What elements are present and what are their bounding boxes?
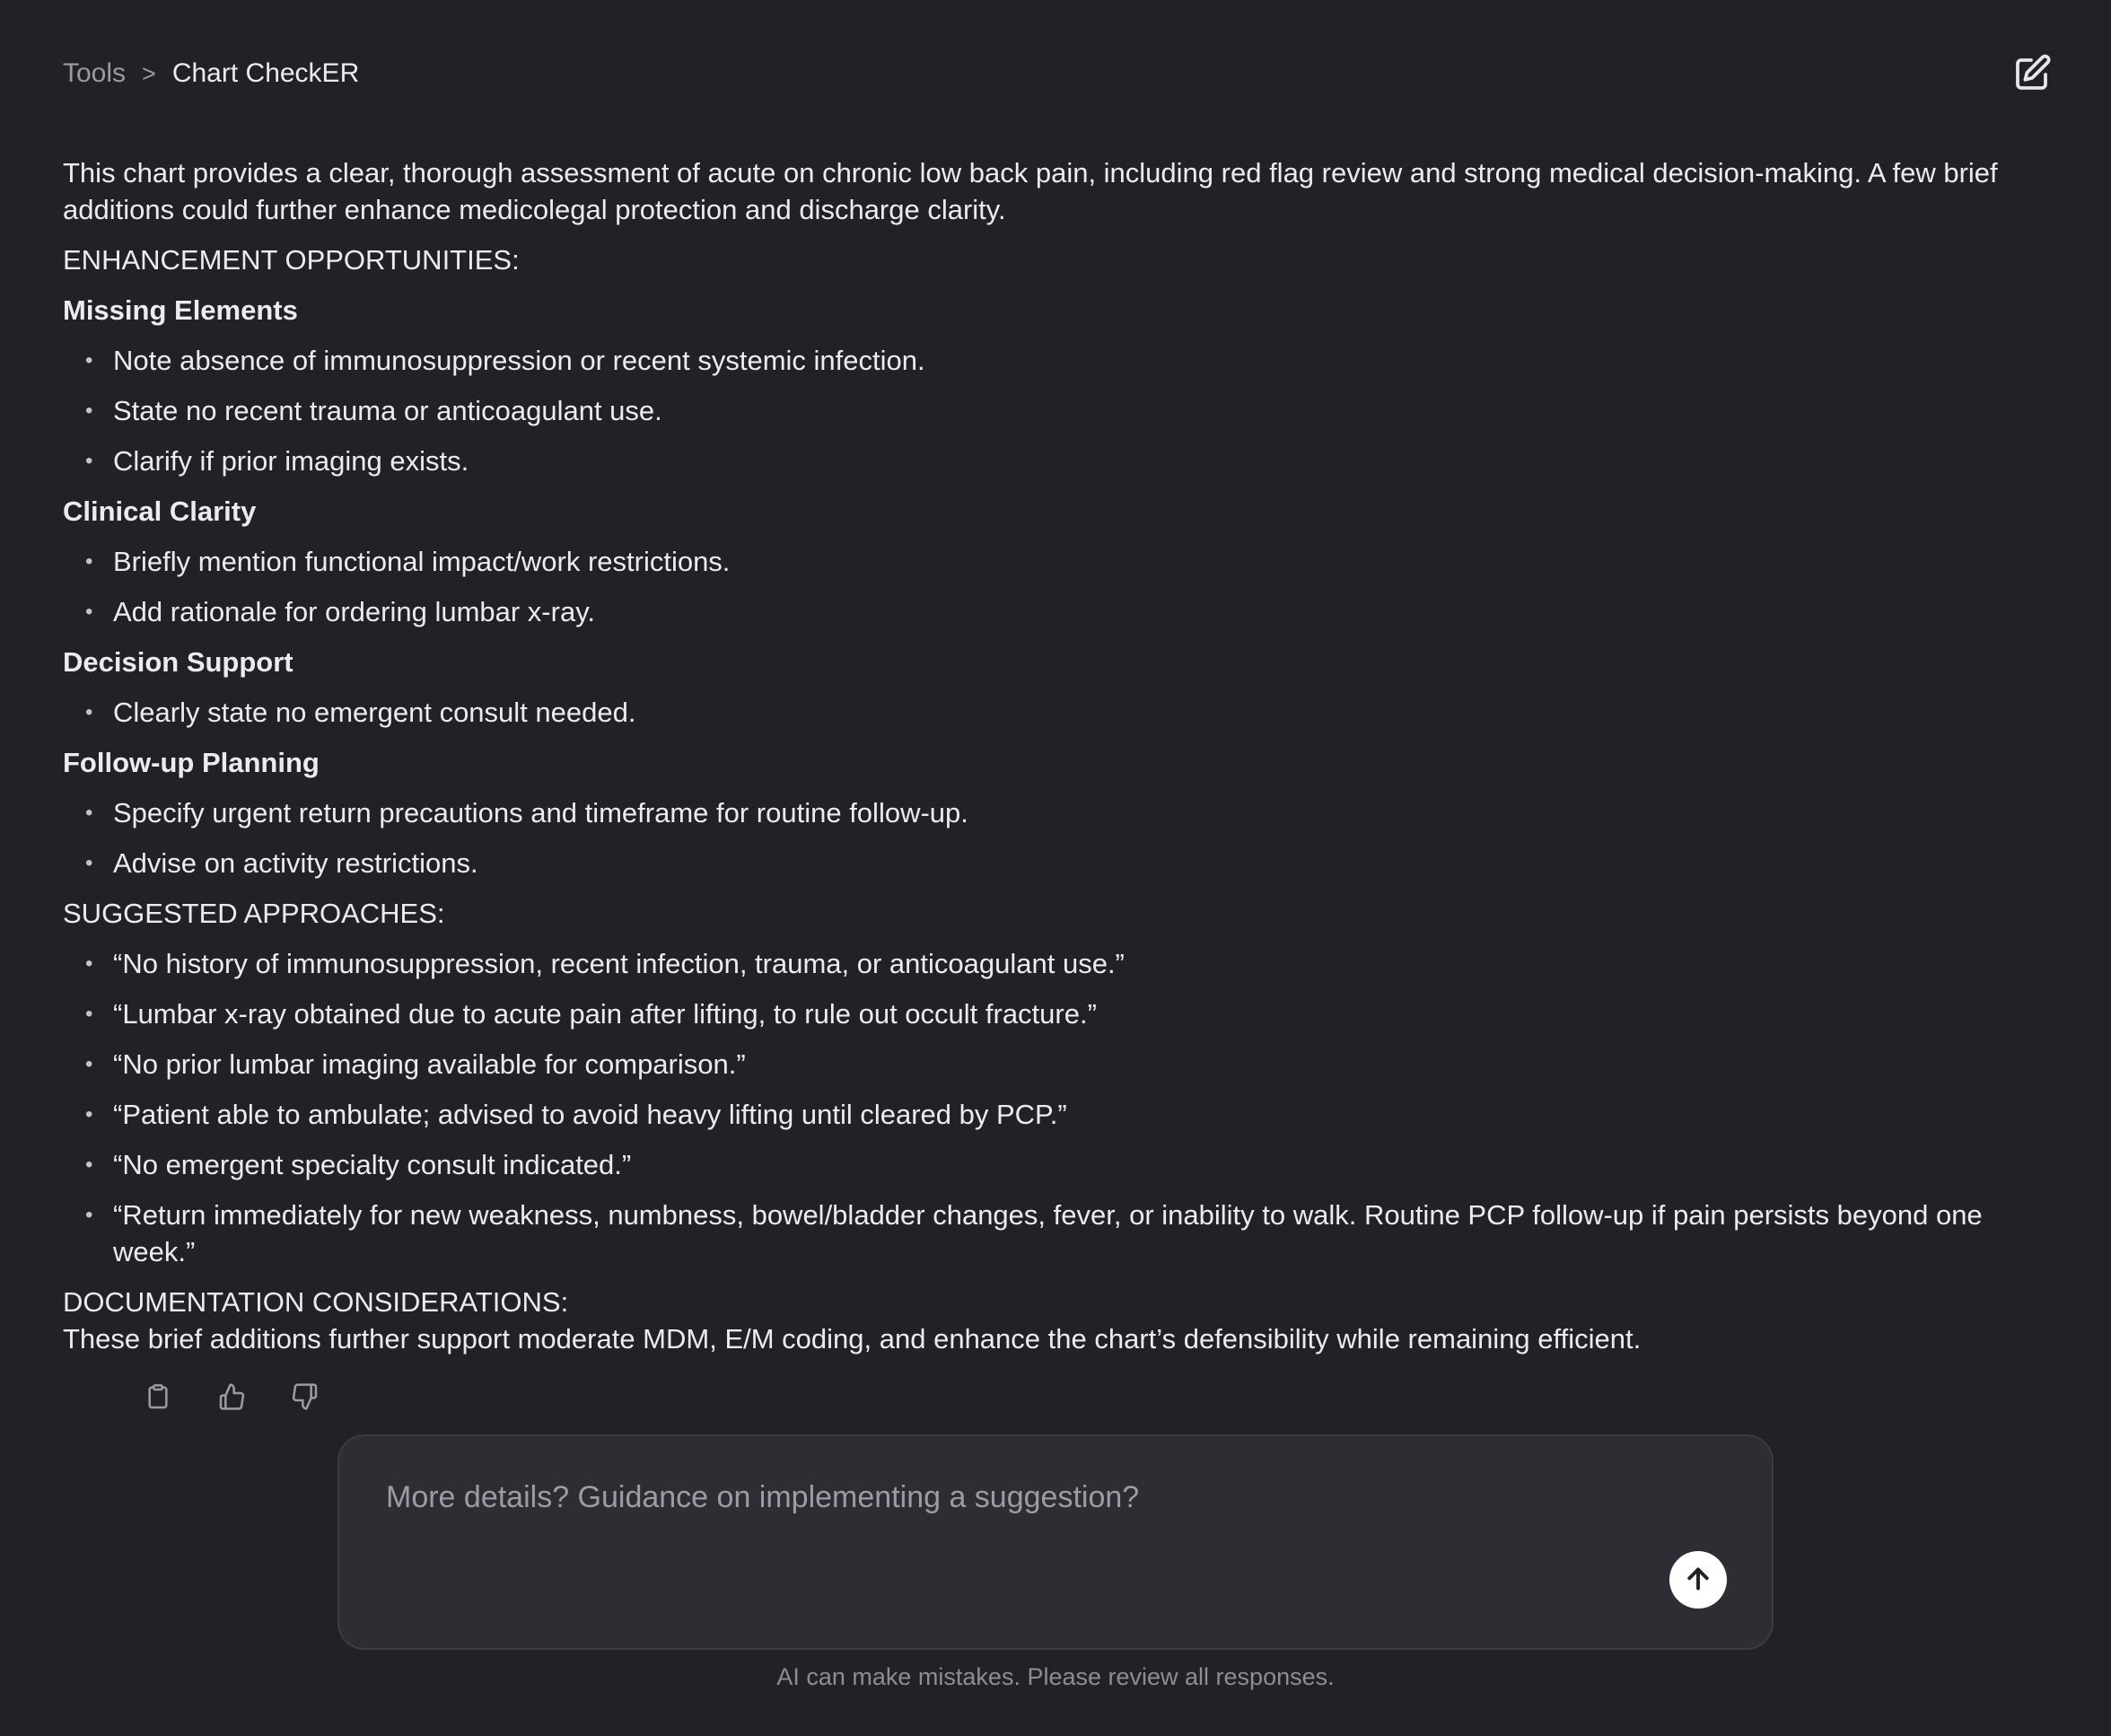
breadcrumb xyxy=(63,52,359,95)
arrow-up-icon xyxy=(1682,1563,1714,1598)
list-item: • Briefly mention functional impact/work restrictions. xyxy=(63,543,2054,580)
thumbs-down-button[interactable] xyxy=(291,1382,320,1411)
documentation-text: These brief additions further support moderate MDM, E/M coding, and enhance the chart’s defensibility while remaining efficient. xyxy=(63,1323,1642,1355)
thumbs-up-button[interactable] xyxy=(217,1382,246,1411)
breadcrumb-separator: > xyxy=(142,60,156,87)
edit-square-icon xyxy=(2010,52,2054,95)
list-item: • State no recent trauma or anticoagulant use. xyxy=(63,392,2054,429)
assistant-message xyxy=(0,97,2111,1411)
suggested-approaches-label: SUGGESTED APPROACHES: xyxy=(63,898,445,929)
new-chat-button[interactable] xyxy=(2005,47,2059,101)
list-item: • “No history of immunosuppression, recent infection, trauma, or anticoagulant use.” xyxy=(63,945,2054,982)
clipboard-icon xyxy=(144,1382,172,1411)
list-item: • “No prior lumbar imaging available for comparison.” xyxy=(63,1046,2054,1083)
thumbs-down-icon xyxy=(291,1382,320,1411)
section-heading-decision-support: Decision Support xyxy=(63,646,293,678)
list-item: • Note absence of immunosuppression or recent systemic infection. xyxy=(63,342,2054,379)
thumbs-up-icon xyxy=(217,1382,246,1411)
section-heading-missing-elements: Missing Elements xyxy=(63,294,298,326)
message-actions xyxy=(144,1382,2054,1411)
list-item: • “No emergent specialty consult indicated.” xyxy=(63,1146,2054,1183)
clinical-clarity-list xyxy=(63,543,2054,630)
enhancement-label: ENHANCEMENT OPPORTUNITIES: xyxy=(63,244,520,276)
composer xyxy=(337,1434,1774,1650)
suggested-approaches-list xyxy=(63,945,2054,1270)
copy-button[interactable] xyxy=(144,1382,172,1411)
list-item: • Advise on activity restrictions. xyxy=(63,845,2054,881)
section-heading-follow-up-planning: Follow-up Planning xyxy=(63,747,320,778)
section-heading-clinical-clarity: Clinical Clarity xyxy=(63,495,257,527)
follow-up-planning-list xyxy=(63,794,2054,881)
documentation-label: DOCUMENTATION CONSIDERATIONS: xyxy=(63,1286,569,1318)
list-item: • “Patient able to ambulate; advised to avoid heavy lifting until cleared by PCP.” xyxy=(63,1096,2054,1133)
list-item: • Specify urgent return precautions and timeframe for routine follow-up. xyxy=(63,794,2054,831)
breadcrumb-current-page: Chart CheckER xyxy=(171,58,360,88)
disclaimer-text: AI can make mistakes. Please review all responses. xyxy=(776,1663,1335,1690)
breadcrumb-tools[interactable]: Tools xyxy=(63,58,127,88)
list-item: • “Return immediately for new weakness, numbness, bowel/bladder changes, fever, or inability to walk. Routine PCP follow-up if pain persists beyond one week.” xyxy=(63,1197,2054,1270)
send-button[interactable] xyxy=(1669,1551,1727,1609)
decision-support-list xyxy=(63,694,2054,731)
list-item: • Add rationale for ordering lumbar x-ray. xyxy=(63,593,2054,630)
list-item: • Clarify if prior imaging exists. xyxy=(63,443,2054,479)
page-header xyxy=(0,0,2111,97)
message-input[interactable] xyxy=(339,1436,1772,1648)
intro-paragraph: This chart provides a clear, thorough assessment of acute on chronic low back pain, including red flag review and strong medical decision-making. A few brief additions could further enhance medicolegal protection and discharge clarity. xyxy=(63,157,1998,225)
list-item: • “Lumbar x-ray obtained due to acute pain after lifting, to rule out occult fracture.” xyxy=(63,995,2054,1032)
missing-elements-list xyxy=(63,342,2054,479)
list-item: • Clearly state no emergent consult needed. xyxy=(63,694,2054,731)
